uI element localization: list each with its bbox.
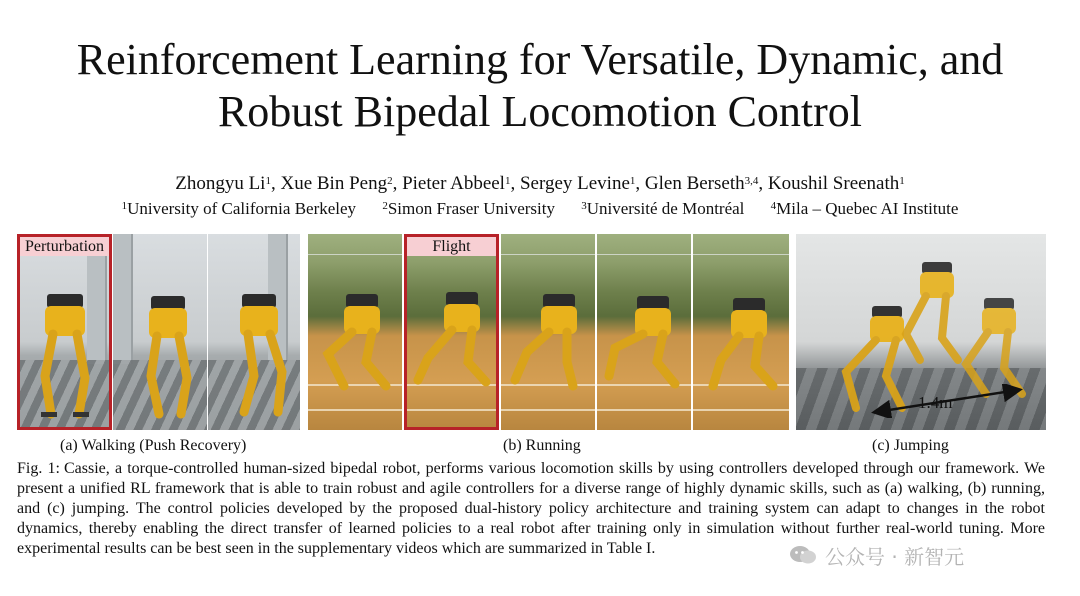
robot-illustration bbox=[603, 292, 687, 396]
walking-photo bbox=[17, 234, 112, 430]
affiliation-name: Simon Fraser University bbox=[387, 199, 555, 218]
running-subcaption: (b) Running bbox=[503, 437, 581, 454]
affiliation-list bbox=[0, 198, 1080, 220]
running-photo bbox=[308, 234, 402, 430]
author-name: Xue Bin Peng bbox=[280, 173, 388, 194]
author-name: Sergey Levine bbox=[519, 173, 630, 194]
author-affiliation-mark: 1 bbox=[629, 175, 636, 187]
affiliation-name: Mila – Quebec AI Institute bbox=[776, 199, 959, 218]
robot-illustration bbox=[697, 294, 781, 398]
affiliation-number: 3 bbox=[581, 200, 587, 212]
jump-distance-label: 1.4m bbox=[918, 393, 953, 412]
robot-illustration bbox=[218, 288, 298, 424]
wechat-icon bbox=[789, 544, 817, 566]
running-photo bbox=[501, 234, 595, 430]
robot-illustration bbox=[412, 288, 496, 392]
affiliation-name: University of California Berkeley bbox=[127, 199, 357, 218]
robot-illustration bbox=[25, 286, 105, 426]
paper-title-line-1: Reinforcement Learning for Versatile, Dynamic, and bbox=[76, 35, 1004, 84]
author-affiliation-mark: 1 bbox=[504, 175, 511, 187]
running-panel bbox=[308, 234, 789, 430]
walking-subcaption: (a) Walking (Push Recovery) bbox=[60, 437, 247, 454]
affiliation-number: 1 bbox=[121, 200, 128, 212]
author-affiliation-mark: 1 bbox=[265, 175, 271, 187]
affiliation-name: Université de Montréal bbox=[586, 199, 745, 218]
watermark-text: 公众号 · 新智元 bbox=[825, 544, 965, 569]
walking-photo bbox=[208, 234, 300, 430]
paper-title-line-2: Robust Bipedal Locomotion Control bbox=[217, 87, 863, 136]
author-name: Glen Berseth bbox=[644, 173, 745, 194]
author-affiliation-mark: 1 bbox=[899, 175, 905, 187]
walking-photo bbox=[113, 234, 207, 430]
robot-illustration bbox=[125, 290, 205, 426]
robot-illustration bbox=[314, 290, 398, 394]
author-list: Zhongyu Li$^1$, Xue Bin Peng$^2$, Pieter Abbeel$^1$, Sergey Levine$^1$, Glen Berseth$^{3,4}$, Koushil Sreenath$^1$ bbox=[175, 173, 905, 194]
author-affiliation-mark: 2 bbox=[387, 175, 393, 187]
affiliation-number: 4 bbox=[770, 200, 777, 212]
jumping-panel bbox=[796, 234, 1046, 430]
paper-title bbox=[0, 34, 1080, 138]
author-name: Zhongyu Li bbox=[175, 173, 266, 194]
figure-label: Fig. 1: bbox=[17, 460, 60, 477]
affiliation-number: 2 bbox=[382, 200, 388, 212]
author-name: Koushil Sreenath bbox=[767, 173, 900, 194]
perturbation-label: Perturbation bbox=[20, 237, 109, 256]
running-photo bbox=[597, 234, 691, 430]
running-photo bbox=[404, 234, 499, 430]
author-name: Pieter Abbeel bbox=[402, 173, 505, 194]
running-photo bbox=[693, 234, 789, 430]
author-affiliation-mark: 3,4 bbox=[744, 175, 759, 187]
figure-caption-text: Cassie, a torque-controlled human-sized bipedal robot, performs various locomotion skills by using controllers developed through our framework. We present a unified RL framework that is able to train robust and agile controllers for a diverse range of highly dynamic skills, such as (a) walking, (b) running, and (c) jumping. The control policies developed by the proposed dual-history policy architecture and training system can adapt to changes in the robot dynamics, thereby enabling the direct transfer of learned policies to a real robot after training only in simulation without further real-world tuning. More experimental results can be best seen in the supplementary videos which are summarized in Table I. bbox=[17, 460, 1046, 557]
robot-illustration bbox=[507, 290, 591, 394]
wechat-watermark bbox=[789, 540, 964, 570]
jumping-subcaption: (c) Jumping bbox=[872, 437, 949, 454]
flight-label: Flight bbox=[407, 237, 496, 256]
walking-panel bbox=[17, 234, 300, 430]
